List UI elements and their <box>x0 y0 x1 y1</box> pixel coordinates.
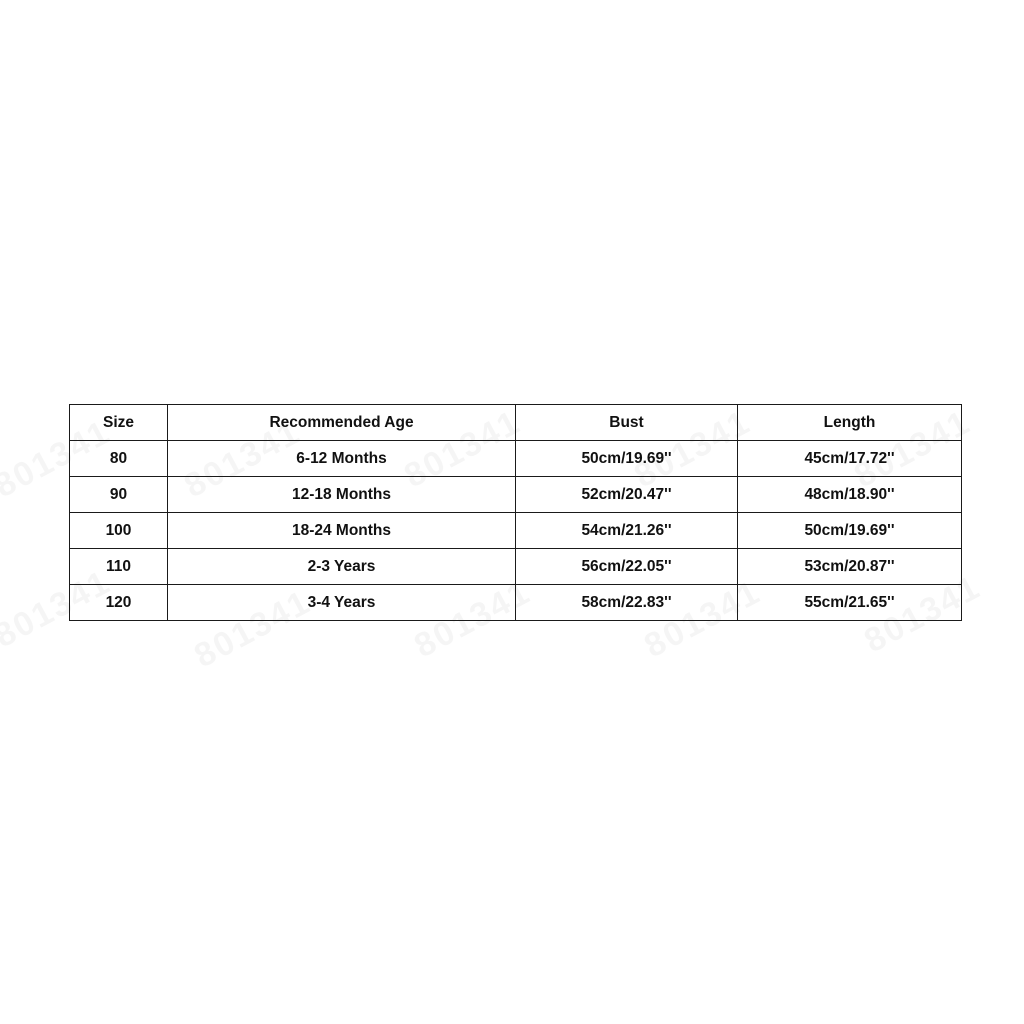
cell-bust: 54cm/21.26'' <box>516 513 738 549</box>
cell-size: 90 <box>70 477 168 513</box>
cell-size: 120 <box>70 585 168 621</box>
cell-bust: 52cm/20.47'' <box>516 477 738 513</box>
cell-age: 18-24 Months <box>168 513 516 549</box>
cell-age: 6-12 Months <box>168 441 516 477</box>
cell-size: 100 <box>70 513 168 549</box>
table-row <box>70 513 962 549</box>
table-row <box>70 585 962 621</box>
table-row <box>70 477 962 513</box>
cell-length: 50cm/19.69'' <box>738 513 962 549</box>
table-row <box>70 441 962 477</box>
size-chart-table <box>69 404 962 621</box>
cell-bust: 56cm/22.05'' <box>516 549 738 585</box>
header-size: Size <box>70 405 168 441</box>
cell-age: 12-18 Months <box>168 477 516 513</box>
cell-length: 53cm/20.87'' <box>738 549 962 585</box>
cell-length: 55cm/21.65'' <box>738 585 962 621</box>
cell-age: 2-3 Years <box>168 549 516 585</box>
header-recommended-age: Recommended Age <box>168 405 516 441</box>
cell-length: 48cm/18.90'' <box>738 477 962 513</box>
header-length: Length <box>738 405 962 441</box>
cell-size: 110 <box>70 549 168 585</box>
cell-length: 45cm/17.72'' <box>738 441 962 477</box>
cell-bust: 58cm/22.83'' <box>516 585 738 621</box>
header-bust: Bust <box>516 405 738 441</box>
cell-bust: 50cm/19.69'' <box>516 441 738 477</box>
table-row <box>70 549 962 585</box>
table-header-row <box>70 405 962 441</box>
cell-age: 3-4 Years <box>168 585 516 621</box>
cell-size: 80 <box>70 441 168 477</box>
